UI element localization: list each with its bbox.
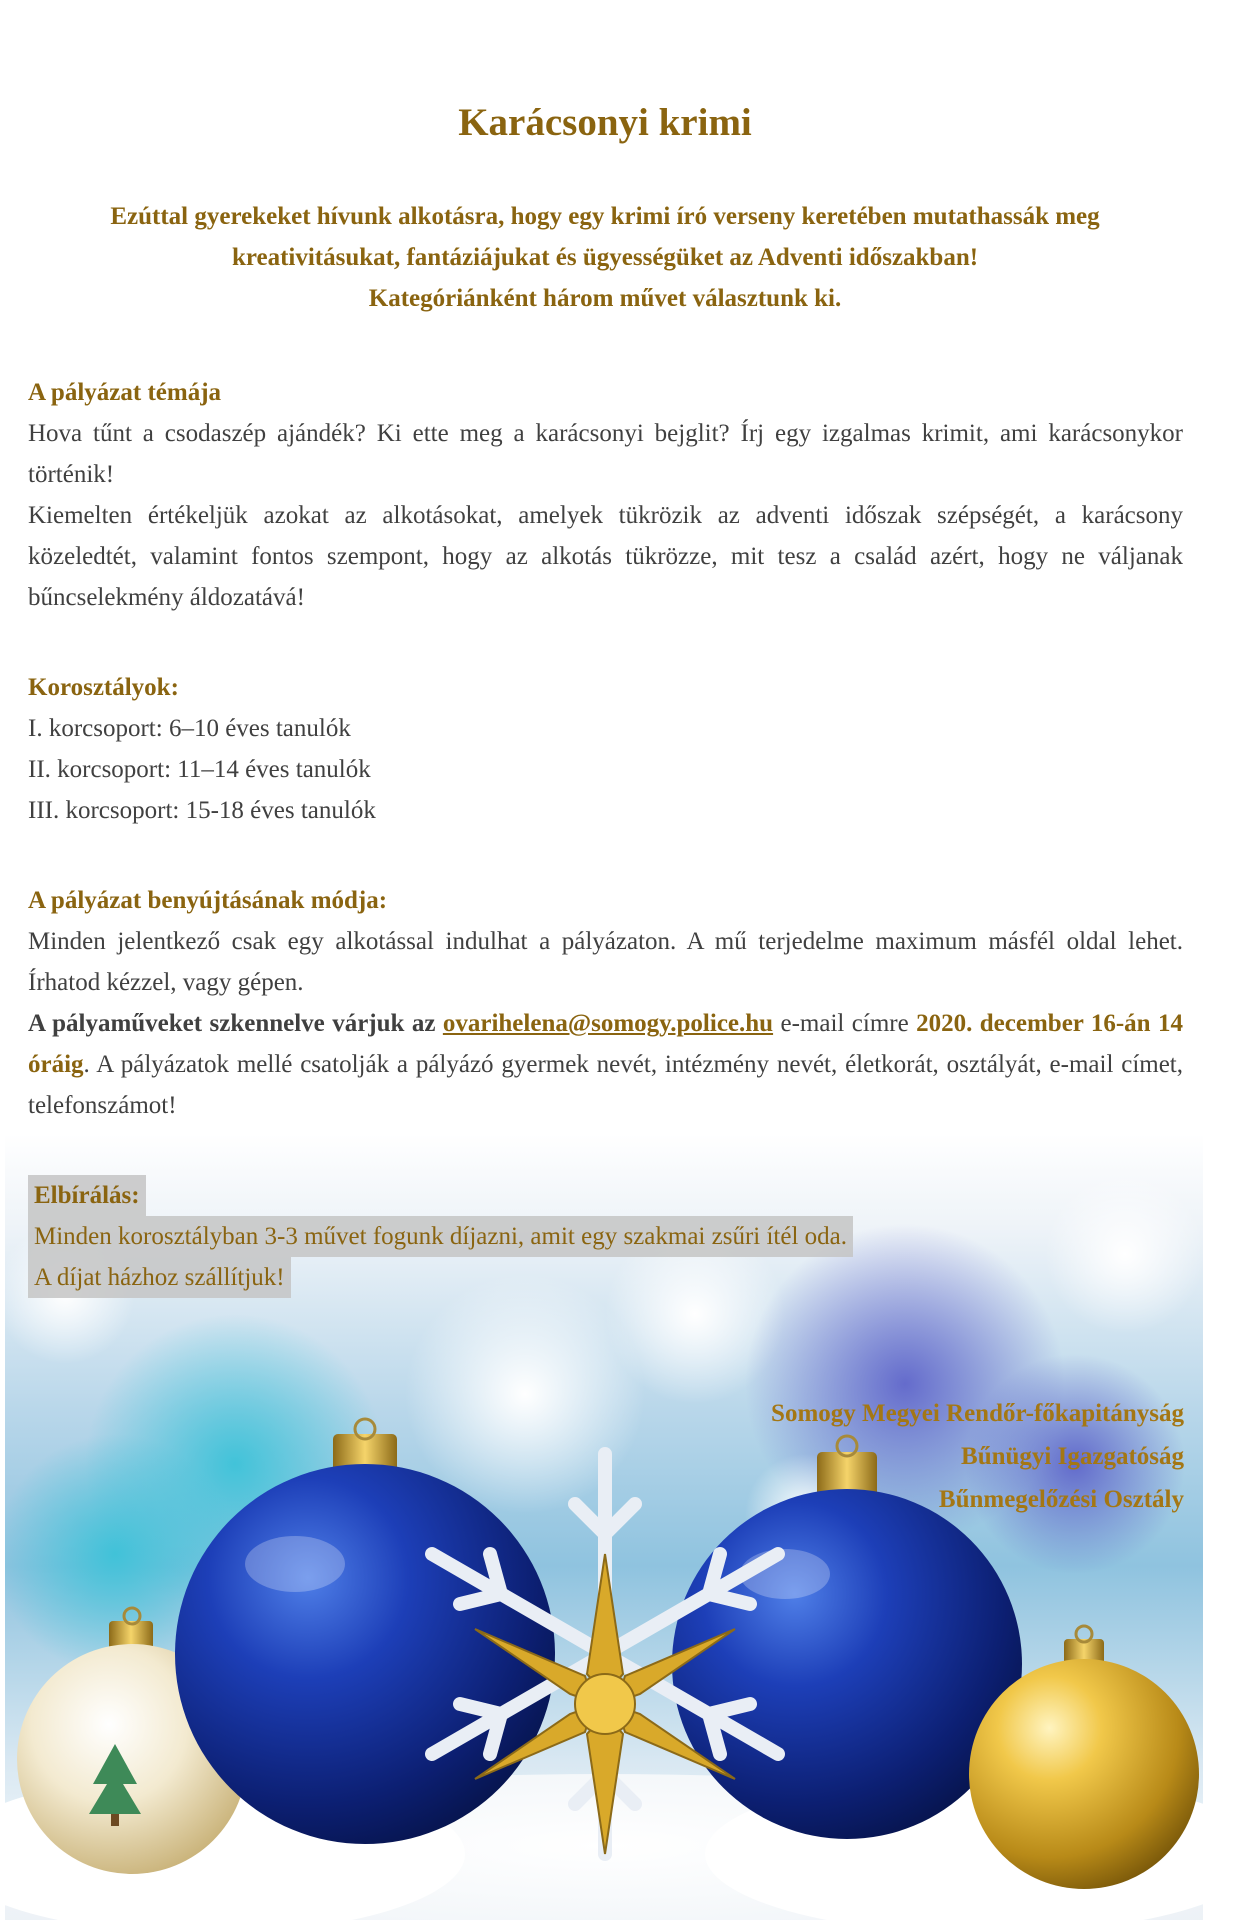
age-group-item: I. korcsoport: 6–10 éves tanulók [28, 715, 351, 742]
age-group-item: II. korcsoport: 11–14 éves tanulók [28, 756, 371, 783]
page-title: Karácsonyi krimi [458, 101, 752, 144]
signature-line-3: Bűnmegelőzési Osztály [938, 1486, 1184, 1513]
theme-section [28, 372, 1183, 618]
intro-line-2: kreativitásukat, fantáziájukat és ügyességüket az Adventi időszakban! [231, 244, 979, 271]
intro-text [30, 196, 1180, 319]
theme-heading: A pályázat témája [28, 379, 222, 406]
submission-lead: A pályaműveket szkennelve várjuk az [28, 1010, 436, 1037]
intro-line-3: Kategóriánként három művet választunk ki. [368, 285, 842, 312]
theme-paragraph-1: Hova tűnt a csodaszép ajándék? Ki ette meg a karácsonyi bejglit? Írj egy izgalmas krimit, ami karácsonykor történik! [28, 420, 1183, 488]
signature-line-1: Somogy Megyei Rendőr-főkapitányság [771, 1400, 1184, 1427]
submission-mid: e-mail címre [780, 1010, 909, 1037]
age-groups-section [28, 667, 1183, 831]
submission-details [28, 1003, 1183, 1126]
judging-section [28, 1175, 853, 1298]
judging-line-2: A díjat házhoz szállítjuk! [28, 1257, 291, 1298]
theme-paragraph-2: Kiemelten értékeljük azokat az alkotásokat, amelyek tükrözik az adventi időszak szépségét, a karácsony közeledtét, valamint fontos szempont, hogy az alkotás tükrözze, mit tesz a család azért, hogy ne váljanak bűncselekmény áldozatává! [28, 502, 1183, 611]
submission-paragraph: Minden jelentkező csak egy alkotással indulhat a pályázaton. A mű terjedelme maximum másfél oldal lehet. Írhatod kézzel, vagy gépen. [28, 928, 1183, 996]
judging-heading: Elbírálás: [28, 1175, 146, 1216]
intro-line-1: Ezúttal gyerekeket hívunk alkotásra, hogy egy krimi író verseny keretében mutathassák meg [110, 203, 1100, 230]
age-groups-heading: Korosztályok: [28, 674, 179, 701]
judging-line-1: Minden korosztályban 3-3 művet fogunk díjazni, amit egy szakmai zsűri ítél oda. [28, 1216, 853, 1257]
age-group-item: III. korcsoport: 15-18 éves tanulók [28, 797, 376, 824]
signature-block [771, 1392, 1184, 1521]
email-link[interactable]: ovarihelena@somogy.police.hu [442, 1010, 774, 1037]
submission-heading: A pályázat benyújtásának módja: [28, 887, 388, 914]
signature-line-2: Bűnügyi Igazgatóság [961, 1443, 1184, 1470]
submission-section [28, 880, 1183, 1126]
submission-deadline: 2020. december 16-án 14 óráig [28, 1010, 1183, 1078]
submission-rest: . A pályázatok mellé csatolják a pályázó gyermek nevét, intézmény nevét, életkorát, osztályát, e-mail címet, telefonszámot! [28, 1051, 1183, 1119]
